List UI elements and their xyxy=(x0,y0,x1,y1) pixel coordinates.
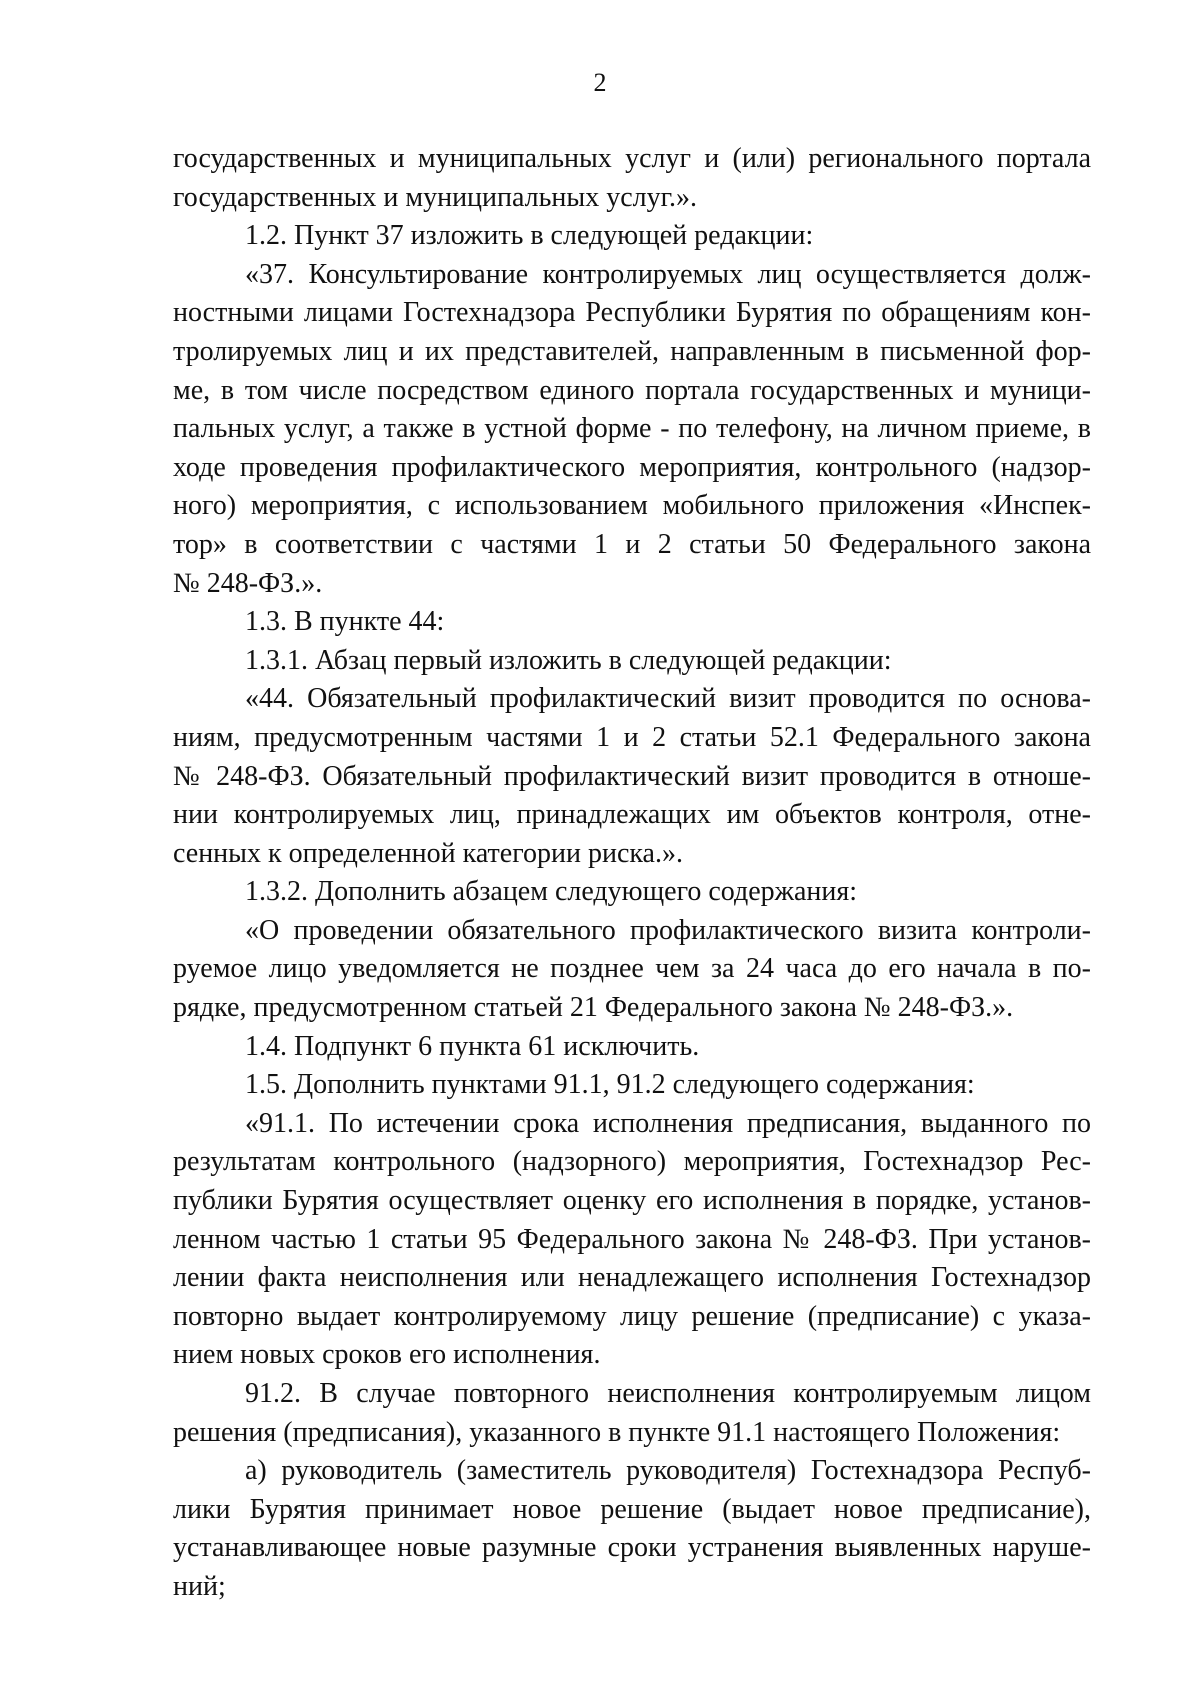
text-line: тор» в соответствии с частями 1 и 2 статьи 50 Федерального закона xyxy=(173,528,1091,560)
text-line: ниям, предусмотренным частями 1 и 2 статьи 52.1 Федерального закона xyxy=(173,721,1091,753)
text-line: повторно выдает контролируемому лицу решение (предписание) с указа- xyxy=(173,1300,1091,1332)
page-number: 2 xyxy=(593,68,607,97)
text-line: 1.4. Подпункт 6 пункта 61 исключить. xyxy=(245,1030,700,1062)
text-line: лики Бурятия принимает новое решение (выдает новое предписание), xyxy=(173,1493,1091,1525)
text-line: государственных и муниципальных услуг.». xyxy=(173,181,697,213)
text-line: пальных услуг, а также в устной форме - по телефону, на личном приеме, в xyxy=(173,413,1091,445)
text-line: ний; xyxy=(173,1570,226,1602)
text-line: 1.3.1. Абзац первый изложить в следующей редакции: xyxy=(245,644,892,676)
text-line: а) руководитель (заместитель руководителя) Гостехнадзора Респуб- xyxy=(245,1455,1091,1487)
text-line: ностными лицами Гостехнадзора Республики Бурятия по обращениям кон- xyxy=(173,297,1091,329)
text-line: № 248-ФЗ. Обязательный профилактический визит проводится в отноше- xyxy=(173,760,1091,792)
text-line: тролируемых лиц и их представителей, направленным в письменной фор- xyxy=(173,335,1091,367)
text-line: ного) мероприятия, с использованием мобильного приложения «Инспек- xyxy=(173,490,1091,522)
text-line: нием новых сроков его исполнения. xyxy=(173,1339,601,1371)
text-line: «91.1. По истечении срока исполнения предписания, выданного по xyxy=(245,1107,1091,1139)
text-line: рядке, предусмотренном статьей 21 Федерального закона № 248-ФЗ.». xyxy=(173,992,1014,1024)
text-line: ходе проведения профилактического мероприятия, контрольного (надзор- xyxy=(173,451,1091,483)
text-line: решения (предписания), указанного в пункте 91.1 настоящего Положения: xyxy=(173,1416,1061,1448)
text-line: «О проведении обязательного профилактического визита контроли- xyxy=(245,914,1091,946)
text-line: лении факта неисполнения или ненадлежащего исполнения Гостехнадзор xyxy=(173,1262,1091,1294)
text-line: 91.2. В случае повторного неисполнения контролируемым лицом xyxy=(245,1378,1091,1409)
document-body xyxy=(173,140,1091,1607)
text-line: публики Бурятия осуществляет оценку его исполнения в порядке, установ- xyxy=(173,1185,1091,1217)
text-line: № 248-ФЗ.». xyxy=(173,567,323,599)
text-line: нии контролируемых лиц, принадлежащих им объектов контроля, отне- xyxy=(173,799,1091,831)
text-line: государственных и муниципальных услуг и (или) регионального портала xyxy=(173,143,1091,174)
text-line: результатам контрольного (надзорного) мероприятия, Гостехнадзор Рес- xyxy=(173,1146,1091,1178)
text-line: ме, в том числе посредством единого портала государственных и муници- xyxy=(173,374,1091,406)
text-line: 1.3.2. Дополнить абзацем следующего содержания: xyxy=(245,876,858,908)
text-line: 1.2. Пункт 37 изложить в следующей редакции: xyxy=(245,220,814,252)
text-line: руемое лицо уведомляется не позднее чем за 24 часа до его начала в по- xyxy=(173,953,1091,985)
text-line: устанавливающее новые разумные сроки устранения выявленных наруше- xyxy=(173,1532,1091,1564)
text-line: «44. Обязательный профилактический визит проводится по основа- xyxy=(245,683,1091,715)
text-line: ленном частью 1 статьи 95 Федерального закона № 248-ФЗ. При установ- xyxy=(173,1223,1091,1255)
text-line: 1.3. В пункте 44: xyxy=(245,606,445,638)
text-line: «37. Консультирование контролируемых лиц осуществляется долж- xyxy=(245,258,1091,290)
text-line: 1.5. Дополнить пунктами 91.1, 91.2 следующего содержания: xyxy=(245,1069,975,1101)
text-line: сенных к определенной категории риска.». xyxy=(173,837,683,869)
